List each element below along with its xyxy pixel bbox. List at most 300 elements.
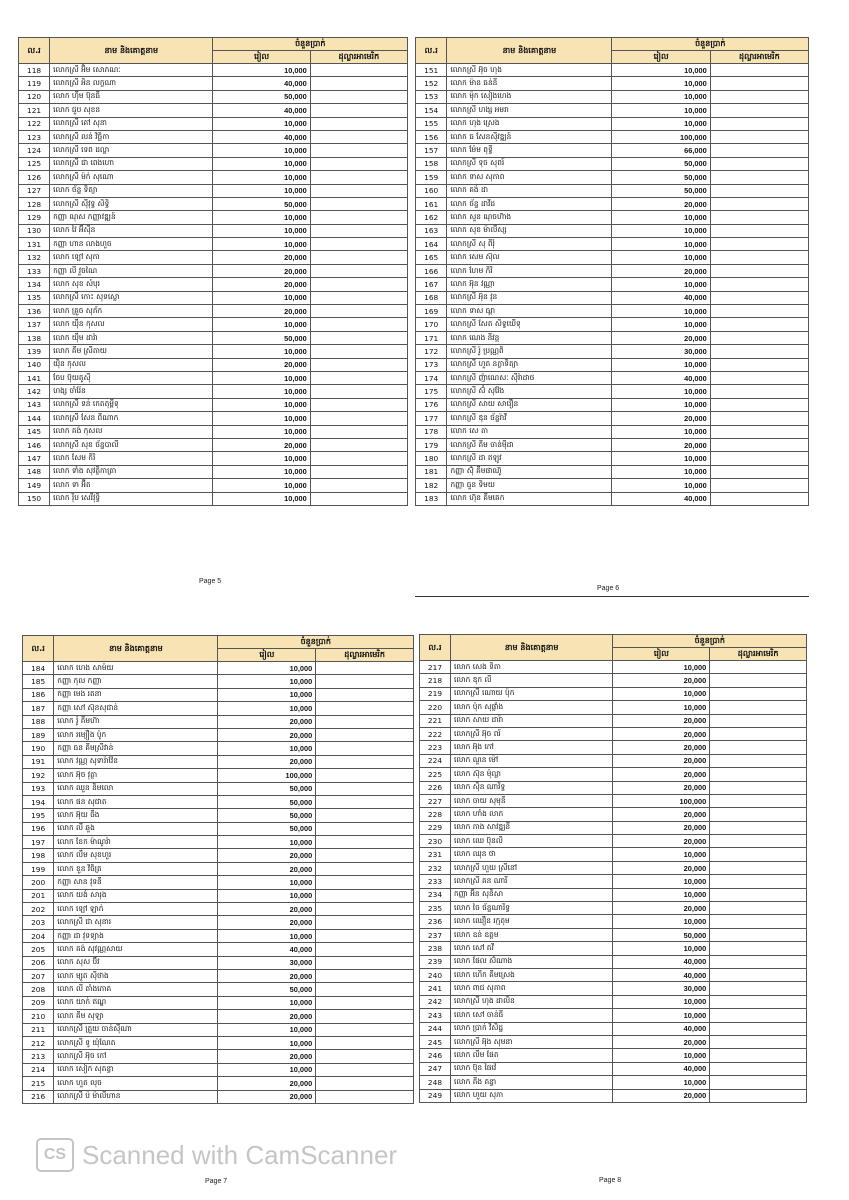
amount-usd bbox=[710, 1022, 807, 1035]
row-number: 245 bbox=[420, 1035, 451, 1048]
row-number: 225 bbox=[420, 768, 451, 781]
table-row bbox=[19, 492, 408, 505]
row-number: 246 bbox=[420, 1049, 451, 1062]
row-number: 206 bbox=[23, 956, 54, 969]
donor-name: លោក ច័ន្ទ ទិត្យា bbox=[50, 184, 213, 197]
row-number: 242 bbox=[420, 995, 451, 1008]
amount-usd bbox=[316, 929, 414, 942]
amount-usd bbox=[710, 318, 808, 331]
amount-usd bbox=[710, 117, 808, 130]
amount-riel: 50,000 bbox=[218, 822, 316, 835]
amount-usd bbox=[710, 928, 807, 941]
amount-riel: 40,000 bbox=[213, 130, 310, 143]
table-row bbox=[23, 702, 414, 715]
amount-riel: 30,000 bbox=[613, 982, 710, 995]
amount-usd bbox=[710, 238, 808, 251]
amount-usd bbox=[710, 385, 808, 398]
row-number: 189 bbox=[23, 728, 54, 741]
amount-riel: 10,000 bbox=[613, 848, 710, 861]
donor-name: លោក ឈុន ថា bbox=[450, 848, 613, 861]
amount-usd bbox=[710, 425, 808, 438]
amount-riel: 20,000 bbox=[218, 1010, 316, 1023]
header-row bbox=[23, 636, 414, 649]
amount-riel: 40,000 bbox=[612, 492, 710, 505]
row-number: 196 bbox=[23, 822, 54, 835]
amount-riel: 10,000 bbox=[213, 171, 310, 184]
amount-usd bbox=[710, 1089, 807, 1102]
amount-usd bbox=[316, 769, 414, 782]
amount-riel: 100,000 bbox=[218, 769, 316, 782]
table-row bbox=[420, 768, 807, 781]
amount-riel: 10,000 bbox=[213, 291, 310, 304]
row-number: 249 bbox=[420, 1089, 451, 1102]
table-row bbox=[19, 130, 408, 143]
donor-name: លោក ទាំង សុវត្ថិកាត្រា bbox=[50, 465, 213, 478]
amount-riel: 10,000 bbox=[612, 104, 710, 117]
donor-name: កញ្ញា មេង រតនា bbox=[54, 688, 218, 701]
amount-riel: 10,000 bbox=[213, 345, 310, 358]
donor-name: លោកស្រី ស៊ីវុទ្ធ សិទ្ធិ bbox=[50, 197, 213, 210]
row-number: 160 bbox=[416, 184, 447, 197]
amount-riel: 100,000 bbox=[612, 130, 710, 143]
amount-usd bbox=[310, 318, 407, 331]
amount-riel: 20,000 bbox=[218, 715, 316, 728]
table-row bbox=[19, 238, 408, 251]
amount-usd bbox=[710, 861, 807, 874]
table-row bbox=[19, 251, 408, 264]
amount-usd bbox=[316, 836, 414, 849]
donor-name: លោក សុខ ម៉ាលីស្ស bbox=[447, 224, 612, 237]
donor-name: លោកស្រី អ៊ិម សោភណៈ bbox=[50, 64, 213, 77]
table-row bbox=[416, 197, 809, 210]
row-number: 238 bbox=[420, 942, 451, 955]
amount-riel: 10,000 bbox=[213, 398, 310, 411]
row-number: 173 bbox=[416, 358, 447, 371]
donor-name: លោកស្រី អិន លក្ខណា bbox=[50, 77, 213, 90]
amount-usd bbox=[316, 1063, 414, 1076]
amount-usd bbox=[310, 77, 407, 90]
col-header-name: នាម និងគោត្តនាម bbox=[450, 635, 613, 661]
amount-riel: 20,000 bbox=[613, 741, 710, 754]
donor-name: លោក ស៊ិន ណារិទ្ធ bbox=[450, 781, 613, 794]
donor-name: លោកស្រី ស៊ំ សុវ៉ែង bbox=[447, 385, 612, 398]
row-number: 203 bbox=[23, 916, 54, 929]
table-row bbox=[23, 983, 414, 996]
col-header-usd: ដុល្លារអាមេរិក bbox=[710, 51, 808, 64]
row-number: 204 bbox=[23, 929, 54, 942]
amount-usd bbox=[710, 995, 807, 1008]
row-number: 156 bbox=[416, 130, 447, 143]
donor-name: លោក ឈឿន រក្មតុម bbox=[450, 915, 613, 928]
donation-table bbox=[22, 635, 414, 1104]
donor-name: លោកស្រី អ៊ុន វុន bbox=[447, 291, 612, 304]
donor-name: លោក ច័ន្ទ ដាវីដ bbox=[447, 197, 612, 210]
table-row bbox=[19, 385, 408, 398]
amount-riel: 10,000 bbox=[612, 358, 710, 371]
amount-riel: 10,000 bbox=[213, 479, 310, 492]
amount-riel: 10,000 bbox=[213, 224, 310, 237]
donor-name: កញ្ញា ធួន ទិមយ bbox=[447, 479, 612, 492]
amount-usd bbox=[710, 452, 808, 465]
donor-name: លោក ហាំង លាភ bbox=[450, 808, 613, 821]
amount-usd bbox=[310, 171, 407, 184]
amount-usd bbox=[710, 197, 808, 210]
amount-usd bbox=[310, 412, 407, 425]
amount-riel: 50,000 bbox=[218, 983, 316, 996]
amount-riel: 20,000 bbox=[213, 264, 310, 277]
amount-usd bbox=[710, 875, 807, 888]
amount-riel: 20,000 bbox=[612, 331, 710, 344]
amount-riel: 20,000 bbox=[218, 969, 316, 982]
table-row bbox=[420, 835, 807, 848]
donor-name: លោកស្រី ទូ យ៉ុណែត bbox=[54, 1036, 218, 1049]
donor-name: លោក ជួប សុខន bbox=[50, 104, 213, 117]
table-row bbox=[416, 264, 809, 277]
amount-riel: 20,000 bbox=[218, 916, 316, 929]
amount-riel: 10,000 bbox=[613, 701, 710, 714]
amount-usd bbox=[710, 171, 808, 184]
row-number: 141 bbox=[19, 371, 50, 384]
amount-usd bbox=[710, 661, 807, 674]
table-row bbox=[420, 902, 807, 915]
table-row bbox=[23, 715, 414, 728]
table-row bbox=[416, 358, 809, 371]
amount-usd bbox=[316, 903, 414, 916]
donor-name: លោក រ៉ូ គីមហ៊ា bbox=[54, 715, 218, 728]
row-number: 221 bbox=[420, 714, 451, 727]
donor-name: លោកស្រី គន ណារី bbox=[450, 875, 613, 888]
table-row bbox=[416, 224, 809, 237]
table-row bbox=[416, 251, 809, 264]
amount-usd bbox=[316, 969, 414, 982]
row-number: 235 bbox=[420, 902, 451, 915]
row-number: 217 bbox=[420, 661, 451, 674]
amount-usd bbox=[710, 144, 808, 157]
row-number: 197 bbox=[23, 836, 54, 849]
amount-riel: 20,000 bbox=[218, 862, 316, 875]
table-row bbox=[416, 130, 809, 143]
donor-name: លោកស្រី គីម ចាន់ម៉ីដា bbox=[447, 438, 612, 451]
donor-name: លោក គ្រួច សុភ័ក bbox=[50, 305, 213, 318]
donor-name: លោកស្រី អ៊ុច ហុង bbox=[447, 64, 612, 77]
donor-name: លោក ឈេ ប៊ុនលី bbox=[450, 835, 613, 848]
row-number: 200 bbox=[23, 876, 54, 889]
row-number: 182 bbox=[416, 479, 447, 492]
donor-name: លោកស្រី កោះ សុទស្លោ bbox=[50, 291, 213, 304]
row-number: 192 bbox=[23, 769, 54, 782]
amount-usd bbox=[310, 144, 407, 157]
row-number: 177 bbox=[416, 412, 447, 425]
table-row bbox=[23, 782, 414, 795]
amount-riel: 10,000 bbox=[613, 1009, 710, 1022]
camscanner-logo-icon: CS bbox=[36, 1138, 74, 1172]
amount-riel: 20,000 bbox=[218, 1077, 316, 1090]
amount-riel: 20,000 bbox=[213, 305, 310, 318]
table-row bbox=[420, 1049, 807, 1062]
col-header-name: នាម និងគោត្តនាម bbox=[54, 636, 218, 662]
row-number: 148 bbox=[19, 465, 50, 478]
amount-riel: 10,000 bbox=[612, 238, 710, 251]
amount-riel: 10,000 bbox=[213, 465, 310, 478]
amount-usd bbox=[310, 371, 407, 384]
table-row bbox=[23, 1036, 414, 1049]
amount-usd bbox=[710, 915, 807, 928]
row-number: 234 bbox=[420, 888, 451, 901]
row-number: 124 bbox=[19, 144, 50, 157]
amount-riel: 10,000 bbox=[613, 1049, 710, 1062]
amount-usd bbox=[710, 982, 807, 995]
page-divider bbox=[415, 596, 809, 597]
amount-riel: 10,000 bbox=[612, 452, 710, 465]
amount-riel: 20,000 bbox=[613, 781, 710, 794]
table-row bbox=[420, 1062, 807, 1075]
row-number: 161 bbox=[416, 197, 447, 210]
amount-riel: 10,000 bbox=[213, 318, 310, 331]
donor-name: លោក វៃ អ៊ីស៊ីន bbox=[50, 224, 213, 237]
donor-name: លោក សៅ ចាន់ធី bbox=[450, 1009, 613, 1022]
table-row bbox=[420, 875, 807, 888]
donor-name: លោក ម៉ាន ធន់នី bbox=[447, 77, 612, 90]
donor-name: លោក សាយ ដារ៉ា bbox=[450, 714, 613, 727]
amount-usd bbox=[316, 675, 414, 688]
row-number: 132 bbox=[19, 251, 50, 264]
donor-name: លោក សួន ណុចហ៊ាង bbox=[447, 211, 612, 224]
table-row bbox=[416, 305, 809, 318]
donor-name: លោកស្រី ហួត នក្ខាទិត្យា bbox=[447, 358, 612, 371]
row-number: 122 bbox=[19, 117, 50, 130]
table-row bbox=[19, 211, 408, 224]
table-row bbox=[23, 1023, 414, 1036]
amount-usd bbox=[310, 479, 407, 492]
donor-name: លោក ចាយ សុមុនី bbox=[450, 794, 613, 807]
amount-riel: 10,000 bbox=[218, 996, 316, 1009]
row-number: 171 bbox=[416, 331, 447, 344]
donor-name: លោក អ៊ុយ ចឹង bbox=[54, 809, 218, 822]
table-row bbox=[19, 224, 408, 237]
amount-riel: 10,000 bbox=[218, 1063, 316, 1076]
donor-name: លោក ណួន ម៉ៅ bbox=[450, 754, 613, 767]
table-row bbox=[416, 479, 809, 492]
row-number: 135 bbox=[19, 291, 50, 304]
table-row bbox=[23, 1090, 414, 1103]
amount-riel: 10,000 bbox=[218, 688, 316, 701]
row-number: 120 bbox=[19, 90, 50, 103]
donor-name: កញ្ញា អ៊ិន សុនិសា bbox=[450, 888, 613, 901]
amount-riel: 10,000 bbox=[612, 305, 710, 318]
col-header-usd: ដុល្លារអាមេរិក bbox=[310, 51, 407, 64]
amount-usd bbox=[710, 291, 808, 304]
amount-riel: 10,000 bbox=[218, 889, 316, 902]
row-number: 233 bbox=[420, 875, 451, 888]
table-row bbox=[420, 741, 807, 754]
row-number: 138 bbox=[19, 331, 50, 344]
amount-usd bbox=[710, 741, 807, 754]
amount-riel: 10,000 bbox=[213, 157, 310, 170]
donor-name: កញ្ញា ណុស កញ្ញាវឌ្ឍន៍ bbox=[50, 211, 213, 224]
row-number: 137 bbox=[19, 318, 50, 331]
amount-riel: 20,000 bbox=[218, 1050, 316, 1063]
amount-usd bbox=[316, 1050, 414, 1063]
amount-riel: 20,000 bbox=[218, 755, 316, 768]
amount-riel: 50,000 bbox=[213, 90, 310, 103]
page-number-label: Page 5 bbox=[199, 578, 222, 585]
amount-usd bbox=[710, 674, 807, 687]
amount-usd bbox=[710, 768, 807, 781]
amount-usd bbox=[316, 662, 414, 675]
amount-riel: 10,000 bbox=[218, 1036, 316, 1049]
header-row bbox=[416, 38, 809, 51]
donor-name: លោកស្រី ណោយ ប៉ុក bbox=[450, 687, 613, 700]
amount-usd bbox=[310, 278, 407, 291]
amount-usd bbox=[316, 983, 414, 996]
amount-usd bbox=[310, 425, 407, 438]
donor-name: លោក ខែក ម៉ាណូរ៉ា bbox=[54, 836, 218, 849]
amount-usd bbox=[710, 479, 808, 492]
donor-name: លោក គង់ ដា bbox=[447, 184, 612, 197]
amount-usd bbox=[710, 781, 807, 794]
amount-usd bbox=[710, 968, 807, 981]
amount-usd bbox=[710, 371, 808, 384]
row-number: 170 bbox=[416, 318, 447, 331]
donor-name: កញ្ញា ធន គីមស្រីវាន់ bbox=[54, 742, 218, 755]
row-number: 219 bbox=[420, 687, 451, 700]
amount-riel: 40,000 bbox=[613, 1022, 710, 1035]
amount-riel: 10,000 bbox=[612, 425, 710, 438]
amount-usd bbox=[310, 130, 407, 143]
row-number: 139 bbox=[19, 345, 50, 358]
amount-usd bbox=[710, 345, 808, 358]
amount-riel: 20,000 bbox=[612, 197, 710, 210]
donor-name: លោក សៅ គវី bbox=[450, 942, 613, 955]
row-number: 210 bbox=[23, 1010, 54, 1023]
amount-usd bbox=[310, 211, 407, 224]
row-number: 162 bbox=[416, 211, 447, 224]
row-number: 172 bbox=[416, 345, 447, 358]
donor-name: លោកស្រី លន់ វិច្ឆិកា bbox=[50, 130, 213, 143]
donor-name: លោក ហើក គីមស្រេង bbox=[450, 968, 613, 981]
amount-riel: 10,000 bbox=[218, 702, 316, 715]
amount-usd bbox=[710, 1076, 807, 1089]
amount-riel: 10,000 bbox=[218, 929, 316, 942]
table-row bbox=[420, 661, 807, 674]
table-row bbox=[23, 943, 414, 956]
row-number: 153 bbox=[416, 90, 447, 103]
donor-name: លោក គីម ស្រីតាយ bbox=[50, 345, 213, 358]
amount-riel: 40,000 bbox=[613, 955, 710, 968]
row-number: 165 bbox=[416, 251, 447, 264]
donor-name: លោក ប៉ុក សុផ្លាំង bbox=[450, 701, 613, 714]
donor-name: លោកស្រី សាយ សារឿន bbox=[447, 398, 612, 411]
donor-name: កញ្ញា លី វួចណៃ bbox=[50, 264, 213, 277]
table-row bbox=[420, 848, 807, 861]
amount-usd bbox=[710, 1062, 807, 1075]
col-header-name: នាម និងគោត្តនាម bbox=[50, 38, 213, 64]
amount-usd bbox=[710, 104, 808, 117]
row-number: 216 bbox=[23, 1090, 54, 1103]
amount-riel: 10,000 bbox=[613, 942, 710, 955]
amount-usd bbox=[316, 956, 414, 969]
row-number: 195 bbox=[23, 809, 54, 822]
table-row bbox=[23, 1077, 414, 1090]
table-row bbox=[420, 808, 807, 821]
donor-name: លោក លឹម ផែត bbox=[450, 1049, 613, 1062]
amount-usd bbox=[310, 358, 407, 371]
donor-name: លោក រ៉ិប សេរីវុទ្ធិ bbox=[50, 492, 213, 505]
amount-usd bbox=[310, 331, 407, 344]
amount-riel: 40,000 bbox=[613, 1062, 710, 1075]
amount-usd bbox=[316, 1077, 414, 1090]
row-number: 198 bbox=[23, 849, 54, 862]
donor-name: លោកស្រី ញ៉ាណេសៈ ស៊ីរ៉ាដាថ bbox=[447, 371, 612, 384]
amount-usd bbox=[710, 1009, 807, 1022]
row-number: 147 bbox=[19, 452, 50, 465]
donor-name: លោក ម៉ែម ពុទ្ធី bbox=[447, 144, 612, 157]
donor-name: លោក អ៊ុង កៅ bbox=[450, 741, 613, 754]
row-number: 149 bbox=[19, 479, 50, 492]
amount-usd bbox=[710, 1035, 807, 1048]
amount-riel: 10,000 bbox=[213, 371, 310, 384]
donor-name: លោក ឌុក លី bbox=[450, 674, 613, 687]
table-row bbox=[416, 171, 809, 184]
donor-name: លោក ហួត លុច bbox=[54, 1077, 218, 1090]
col-header-name: នាម និងគោត្តនាម bbox=[447, 38, 612, 64]
amount-riel: 50,000 bbox=[612, 184, 710, 197]
row-number: 154 bbox=[416, 104, 447, 117]
table-row bbox=[420, 955, 807, 968]
donor-name: លោក គីង គន្ធា bbox=[450, 1076, 613, 1089]
row-number: 136 bbox=[19, 305, 50, 318]
row-number: 133 bbox=[19, 264, 50, 277]
row-number: 209 bbox=[23, 996, 54, 1009]
row-number: 126 bbox=[19, 171, 50, 184]
row-number: 241 bbox=[420, 982, 451, 995]
donor-name: លោកស្រី សែត សិទ្ធឃើទុ bbox=[447, 318, 612, 331]
donor-name: លោក សេ តា bbox=[447, 425, 612, 438]
amount-usd bbox=[316, 1090, 414, 1103]
donor-name: លោកស្រី ទន់ កេតតុម្ពីទុ bbox=[50, 398, 213, 411]
table-row bbox=[19, 184, 408, 197]
donor-name: លោកស្រី ជា សុនារ bbox=[54, 916, 218, 929]
amount-usd bbox=[710, 264, 808, 277]
table-row bbox=[420, 861, 807, 874]
row-number: 157 bbox=[416, 144, 447, 157]
amount-usd bbox=[710, 130, 808, 143]
row-number: 229 bbox=[420, 821, 451, 834]
amount-usd bbox=[316, 943, 414, 956]
amount-usd bbox=[710, 412, 808, 425]
donor-name: លោក សេម ស៊ុល bbox=[447, 251, 612, 264]
amount-riel: 10,000 bbox=[612, 90, 710, 103]
amount-usd bbox=[316, 876, 414, 889]
row-number: 218 bbox=[420, 674, 451, 687]
donor-name: លោក ស៊ុន ម៉ុល្លា bbox=[450, 768, 613, 781]
table-row bbox=[19, 358, 408, 371]
amount-riel: 20,000 bbox=[613, 768, 710, 781]
table-row bbox=[19, 171, 408, 184]
donor-name: ចែប ប៊ុយគូសុី bbox=[50, 371, 213, 384]
table-row bbox=[420, 1076, 807, 1089]
amount-usd bbox=[316, 782, 414, 795]
ledger-page-6 bbox=[415, 37, 809, 506]
donor-name: លោក សុស ប៊ីវ bbox=[54, 956, 218, 969]
amount-riel: 20,000 bbox=[612, 412, 710, 425]
table-row bbox=[23, 929, 414, 942]
donor-name: លោក ណេង នីវន្ត bbox=[447, 331, 612, 344]
amount-riel: 50,000 bbox=[612, 157, 710, 170]
amount-riel: 30,000 bbox=[612, 345, 710, 358]
donor-name: លោកស្រី ជា ពេងហោ bbox=[50, 157, 213, 170]
table-row bbox=[19, 452, 408, 465]
